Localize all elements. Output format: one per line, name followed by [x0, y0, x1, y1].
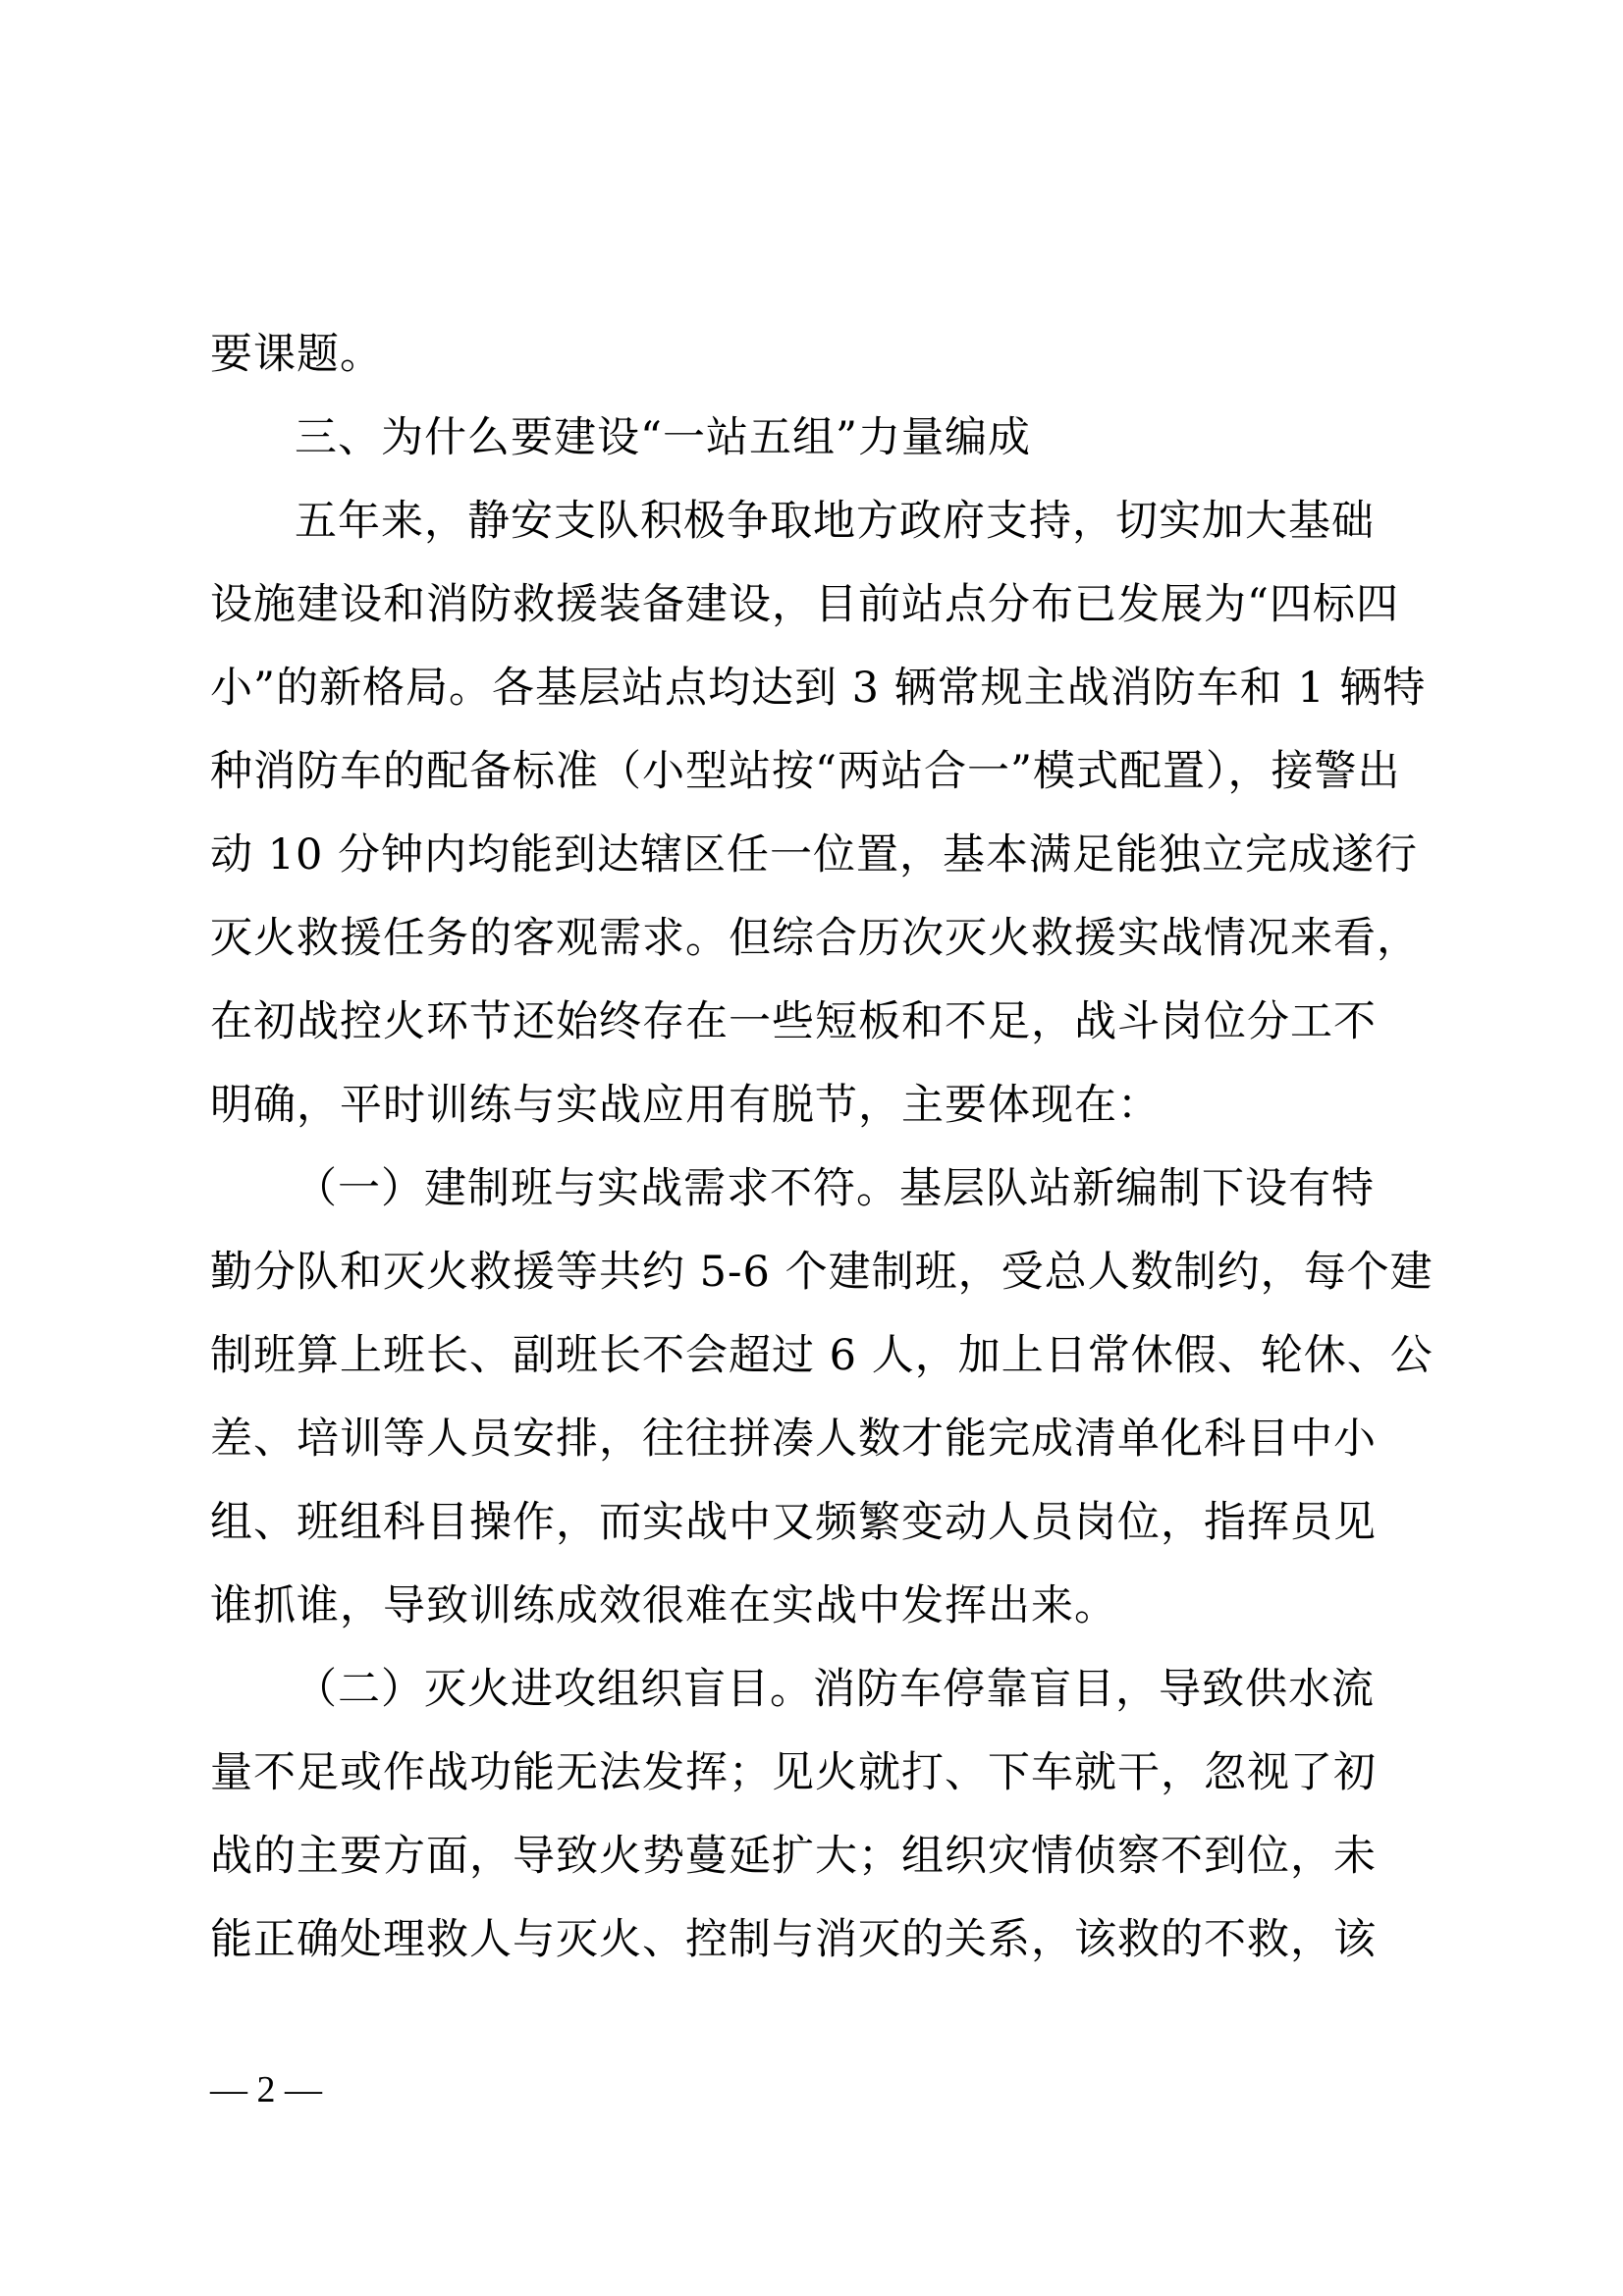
body-text-line: 设施建设和消防救援装备建设，目前站点分布已发展为“四标四 — [210, 580, 1399, 629]
body-text-line: 量不足或作战功能无法发挥；见火就打、下车就干，忽视了初 — [210, 1748, 1377, 1797]
body-text-line: 在初战控火环节还始终存在一些短板和不足，战斗岗位分工不 — [210, 997, 1377, 1046]
body-text-line: 灭火救援任务的客观需求。但综合历次灭火救援实战情况来看， — [210, 914, 1420, 963]
body-text-line: 制班算上班长、副班长不会超过 6 人，加上日常休假、轮休、公 — [210, 1331, 1434, 1380]
body-text-line: 勤分队和灭火救援等共约 5-6 个建制班，受总人数制约，每个建 — [210, 1248, 1434, 1297]
paragraph-start-line: 五年来，静安支队积极争取地方政府支持，切实加大基础 — [295, 497, 1375, 546]
body-text-line: 能正确处理救人与灭火、控制与消灭的关系，该救的不救，该 — [210, 1915, 1377, 1964]
subsection-heading-line: （二）灭火进攻组织盲目。消防车停靠盲目，导致供水流 — [295, 1665, 1375, 1714]
body-text-line: 谁抓谁，导致训练成效很难在实战中发挥出来。 — [210, 1581, 1117, 1630]
page-number: — 2 — — [210, 2069, 322, 2110]
section-heading: 三、为什么要建设“一站五组”力量编成 — [295, 413, 1031, 462]
subsection-heading-line: （一）建制班与实战需求不符。基层队站新编制下设有特 — [295, 1164, 1375, 1213]
body-text-line: 种消防车的配备标准（小型站按“两站合一”模式配置），接警出 — [210, 747, 1401, 796]
body-text-line: 组、班组科目操作，而实战中又频繁变动人员岗位，指挥员见 — [210, 1498, 1377, 1547]
body-text-line: 差、培训等人员安排，往往拼凑人数才能完成清单化科目中小 — [210, 1415, 1377, 1464]
body-text-line: 要课题。 — [210, 330, 383, 379]
body-text-line: 小”的新格局。各基层站点均达到 3 辆常规主战消防车和 1 辆特 — [210, 664, 1427, 713]
body-text-line: 战的主要方面，导致火势蔓延扩大；组织灾情侦察不到位，未 — [210, 1832, 1377, 1881]
body-text-line: 明确，平时训练与实战应用有脱节，主要体现在： — [210, 1081, 1161, 1130]
body-text-line: 动 10 分钟内均能到达辖区任一位置，基本满足能独立完成遂行 — [210, 830, 1419, 880]
